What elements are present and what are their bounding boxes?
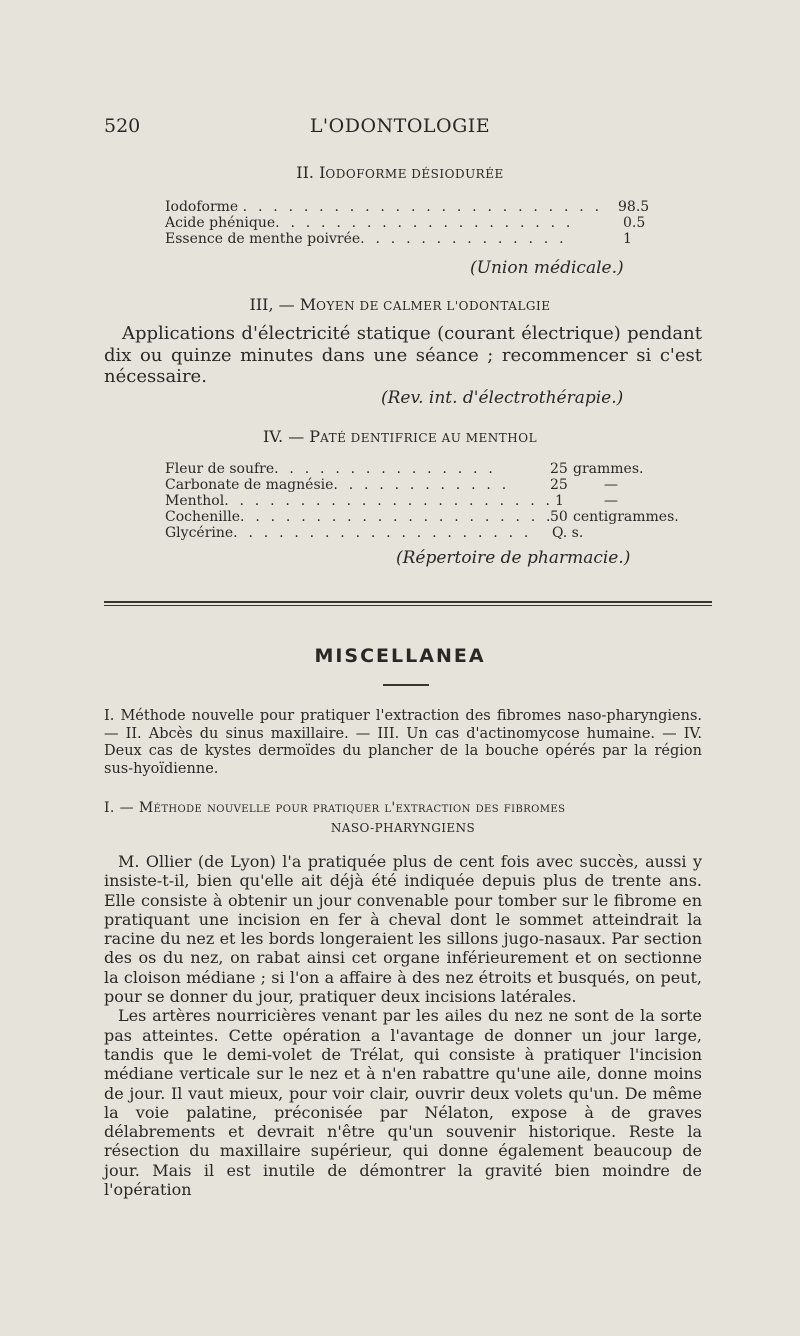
section-4-heading (0, 427, 800, 446)
section-1-heading-line-2 (104, 818, 702, 838)
leader-dots: . . . . . . . . . . . . . . . (274, 461, 496, 477)
section-2-numeral: II. (296, 163, 314, 182)
recipe-line (165, 525, 532, 541)
ingredient-quantity: 98.5 (618, 199, 650, 215)
paragraph: M. Ollier (de Lyon) l'a pratiquée plus de cent fois avec succès, aussi y insiste-t-il, bien qu'elle ait déjà été indiquée depuis plus de trente ans. Elle consiste à obtenir un jour convenable pour tomber sur le fibrome en pratiquant une incision en fer à cheval dont le sommet atteindrait la racine du nez et les bords longeraient les sillons jugo-nasaux. Par section des os du nez, on rabat ainsi cet organe inférieurement et on sectionne la cloison médiane ; si l'on a affaire à des nez étroits et busqués, on peut, pour se donner du jour, pratiquer deux incisions latérales. (104, 852, 702, 1007)
section-4-title-rest: ATÉ DENTIFRICE AU MENTHOL (320, 431, 538, 445)
leader-dots: . . . . . . . . . . . . . . (360, 231, 567, 247)
section-3-heading (0, 295, 800, 314)
recipe-line (165, 461, 496, 477)
recipe-line (165, 509, 554, 525)
section-4-title-initial: P (309, 427, 321, 446)
ingredient-quantity: 25 (550, 461, 568, 477)
ingredient-unit: — (604, 477, 618, 493)
source-citation: (Union médicale.) (470, 258, 624, 278)
leader-dots: . . . . . . . . . . . . . . . . . . . . (275, 215, 574, 231)
ingredient-name: Menthol (165, 493, 225, 509)
ingredient-quantity: 25 (550, 477, 568, 493)
ingredient-unit: — (604, 493, 618, 509)
ingredient-quantity: 50 (550, 509, 568, 525)
section-1-body (104, 852, 702, 1199)
leader-dots: . . . . . . . . . . . . (333, 477, 510, 493)
section-1-heading (104, 798, 702, 838)
section-4-numeral: IV. (262, 427, 284, 446)
paragraph: Applications d'électricité statique (courant électrique) pendant dix ou quinze minutes dans une séance ; recommencer si c'est nécessaire. (104, 323, 702, 387)
leader-dots: . . . . . . . . . . . . . . . . . . . . (233, 525, 532, 541)
recipe-line (165, 231, 567, 247)
ingredient-name: Essence de menthe poivrée (165, 231, 361, 247)
ingredient-unit: centigrammes. (573, 509, 679, 525)
ingredient-name: Cochenille (165, 509, 241, 525)
recipe-line (165, 199, 602, 215)
ingredient-unit: grammes. (573, 461, 644, 477)
ingredient-name: Glycérine (165, 525, 234, 541)
ingredient-quantity: Q. s. (552, 525, 584, 541)
ingredient-name: Carbonate de magnésie (165, 477, 334, 493)
recipe-line (165, 215, 574, 231)
section-2-title-rest: ODOFORME DÉSIODURÉE (325, 167, 504, 181)
ingredient-name: Iodoforme (165, 199, 239, 215)
running-title: L'ODONTOLOGIE (309, 115, 491, 137)
ingredient-name: Fleur de soufre (165, 461, 275, 477)
divider-rule (104, 605, 712, 606)
source-citation: (Rev. int. d'électrothérapie.) (381, 388, 624, 408)
source-citation: (Répertoire de pharmacie.) (396, 548, 631, 568)
section-3-numeral: III, (249, 295, 274, 314)
ingredient-quantity: 1 (555, 493, 564, 509)
page-number: 520 (104, 115, 141, 137)
section-2-title-initial: I (319, 163, 326, 182)
short-divider (383, 684, 429, 686)
section-3-dash: — (278, 295, 295, 314)
leader-dots: . . . . . . . . . . . . . . . . . . . . . . . . (242, 199, 603, 215)
recipe-line (165, 477, 509, 493)
section-3-title-initial: M (299, 295, 317, 314)
ingredient-name: Acide phénique (165, 215, 276, 231)
section-1-heading-line-1: I. — Méthode nouvelle pour pratiquer l'extraction des fibromes (104, 800, 566, 816)
section-3-title-rest: OYEN DE CALMER L'ODONTALGIE (316, 299, 551, 313)
divider-rule (104, 601, 712, 603)
miscellanea-title: MISCELLANEA (314, 645, 486, 667)
paragraph: Les artères nourricières venant par les ailes du nez ne sont de la sorte pas atteintes. Cette opération a l'avantage de donner un jour large, tandis que le demi-volet de Trélat, qui consiste à pratiquer l'incision médiane verticale sur le nez et à n'en rabattre qu'une aile, donne moins de jour. Il vaut mieux, pour voir clair, ouvrir deux volets qu'un. De même la voie palatine, préconisée par Nélaton, expose à de graves délabrements et devrait n'être qu'un souvenir historique. Reste la résection du maxillaire supérieur, qui donne également beaucoup de jour. Mais il est inutile de démontrer la gravité bien moindre de l'opération (104, 1006, 702, 1200)
recipe-line (165, 493, 553, 509)
section-3-text (104, 323, 702, 388)
ingredient-quantity: 0.5 (623, 215, 646, 231)
leader-dots: . . . . . . . . . . . . . . . . . . . . . (240, 509, 554, 525)
section-4-dash: — (288, 427, 305, 446)
section-1-heading-line-2-text: NASO-PHARYNGIENS (330, 821, 476, 835)
miscellanea-summary: I. Méthode nouvelle pour pratiquer l'extraction des fibromes naso-pharyngiens. — II. Abcès du sinus maxillaire. — III. Un cas d'actinomycose humaine. — IV. Deux cas de kystes dermoïdes du plancher de la bouche opérés par la région sus-hyoïdienne. (104, 708, 702, 777)
section-2-heading (0, 163, 800, 182)
ingredient-quantity: 1 (623, 231, 632, 247)
leader-dots: . . . . . . . . . . . . . . . . . . . . . . (224, 493, 554, 509)
